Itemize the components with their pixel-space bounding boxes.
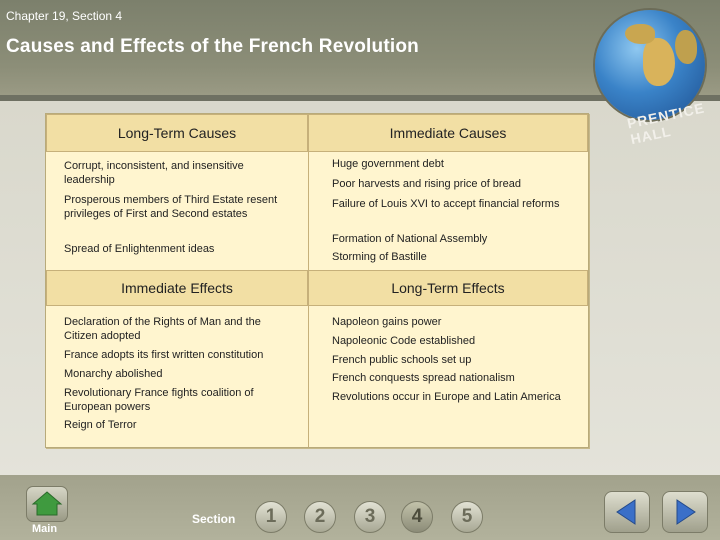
list-item: Napoleon gains power: [332, 316, 442, 328]
list-item: Monarchy abolished: [64, 368, 163, 380]
section-4-button[interactable]: 4: [401, 501, 433, 533]
list-item: Formation of National Assembly: [332, 233, 488, 245]
section-2-button[interactable]: 2: [304, 501, 336, 533]
globe-landmass: [625, 24, 655, 44]
header-long-term-effects: Long-Term Effects: [308, 270, 588, 306]
list-item: Declaration of the Rights of Man and the Citizen adopted: [64, 316, 261, 342]
publisher-logo-text: PRENTICE HALL: [625, 99, 707, 148]
globe-landmass: [675, 30, 697, 64]
list-item: Reign of Terror: [64, 419, 137, 431]
chapter-label: Chapter 19, Section 4: [6, 9, 123, 23]
list-item: Storming of Bastille: [332, 251, 427, 263]
list-item: French conquests spread nationalism: [332, 372, 515, 384]
slide-title: Causes and Effects of the French Revolution: [6, 36, 419, 57]
list-item: Napoleonic Code established: [332, 335, 476, 347]
list-item: Revolutions occur in Europe and Latin America: [332, 391, 561, 403]
list-item: France adopts its first written constitution: [64, 349, 264, 361]
list-item: Spread of Enlightenment ideas: [64, 243, 215, 255]
home-icon: [27, 487, 67, 521]
section-3-button[interactable]: 3: [354, 501, 386, 533]
list-item: Poor harvests and rising price of bread: [332, 178, 521, 190]
list-item: Revolutionary France fights coalition of European powers: [64, 387, 254, 413]
list-item: French public schools set up: [332, 354, 472, 366]
arrow-right-icon: [663, 492, 707, 532]
list-item: Corrupt, inconsistent, and insensitive leadership: [64, 160, 244, 186]
list-item: Failure of Louis XVI to accept financial reforms: [332, 198, 560, 210]
list-item: Huge government debt: [332, 158, 444, 170]
globe-landmass: [643, 38, 675, 86]
section-5-button[interactable]: 5: [451, 501, 483, 533]
section-label: Section: [192, 512, 236, 526]
next-slide-button[interactable]: [662, 491, 708, 533]
header-long-term-causes: Long-Term Causes: [46, 114, 308, 152]
header-immediate-causes: Immediate Causes: [308, 114, 588, 152]
list-item: Prosperous members of Third Estate resent privileges of First and Second estates: [64, 194, 278, 220]
arrow-left-icon: [605, 492, 649, 532]
previous-slide-button[interactable]: [604, 491, 650, 533]
cause-effect-chart: [45, 113, 589, 448]
header-immediate-effects: Immediate Effects: [46, 270, 308, 306]
main-label: Main: [32, 523, 58, 535]
main-home-button[interactable]: [26, 486, 68, 522]
section-1-button[interactable]: 1: [255, 501, 287, 533]
